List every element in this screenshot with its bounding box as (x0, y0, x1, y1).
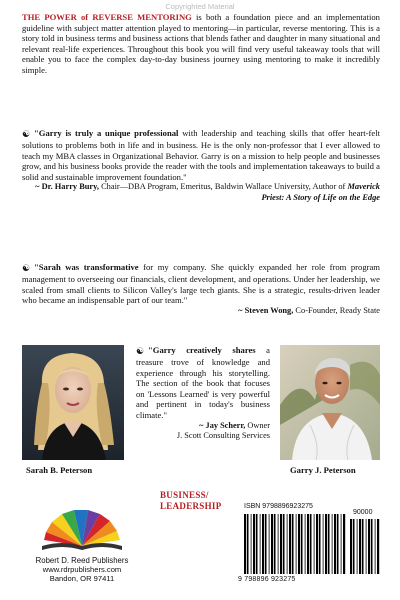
barcode-bar (323, 514, 324, 574)
barcode-bar (359, 519, 361, 574)
barcode-bar (343, 514, 345, 574)
barcode-digits: 9 798896 923275 (238, 576, 296, 583)
barcode-bar (253, 514, 255, 574)
testimonial-lead: "Garry is truly a unique professional (34, 128, 179, 138)
copyright-notice: Copyrighted Material (165, 2, 235, 11)
barcode-bar (244, 514, 246, 574)
barcode-bar (305, 514, 306, 574)
attrib-name: ~ Dr. Harry Bury, (35, 182, 99, 192)
barcode-bar (262, 514, 264, 574)
barcode-bar (328, 514, 330, 574)
barcode-bar (274, 514, 276, 574)
testimonial-lead: "Sarah was transformative (34, 262, 139, 272)
category-line: LEADERSHIP (160, 501, 222, 511)
barcode-bar (310, 514, 312, 574)
garry-photo (280, 345, 380, 460)
barcode-bar (269, 514, 270, 574)
barcode-bar (287, 514, 288, 574)
barcode-bar (260, 514, 261, 574)
barcode-bar (334, 514, 336, 574)
testimonial-attribution (136, 421, 270, 441)
barcode-bar (314, 514, 315, 574)
testimonial-attribution (22, 182, 380, 203)
barcode-area (238, 502, 383, 587)
publisher-block (22, 500, 142, 583)
attrib-role: Owner (245, 420, 270, 430)
category-label (160, 490, 222, 512)
barcode-bar (377, 519, 379, 574)
publisher-url[interactable]: www.rdrpublishers.com (42, 565, 122, 574)
testimonial-text: a treasure trove of knowledge and experience through his storytelling. The section of the book that focuses on 'Lessons Learned' is very powerful and pertinent in today's business climate." (136, 345, 270, 420)
barcode-bar (337, 514, 339, 574)
barcode-bar (307, 514, 309, 574)
barcode-bar (332, 514, 333, 574)
barcode-bar (278, 514, 279, 574)
barcode-bar (316, 514, 318, 574)
barcode-bar (265, 514, 267, 574)
barcode-bar (353, 519, 355, 574)
caption-garry: Garry J. Peterson (290, 465, 356, 475)
yin-yang-icon: ☯ (22, 264, 31, 274)
intro-text: is both a foundation piece and an implementation guideline with subject matter attention played to mentoring—in particular, reverse mentoring. This is a story told in business terms and business actions that blends father and daughter in many situational and relevant real-life experiences. Throughout this book you will find very useful takeaway tools that will enable you to face the complex day-to-day business journey using mentoring to make it incredibly simple. (22, 12, 380, 75)
attrib-role: Chair—DBA Program, Emeritus, Baldwin Wallace University, Author of (98, 182, 348, 192)
sarah-photo (22, 345, 124, 460)
category-line: BUSINESS/ (160, 490, 209, 500)
testimonial-attribution (22, 306, 380, 316)
barcode-bar (368, 519, 370, 574)
barcode-bar (247, 514, 249, 574)
testimonial-text: for my company. She quickly expanded her role from program management to overseeing our financials, client development, and operations. Under her leadership, we scaled from small clients to Silicon Valley's large tech giants. She is a strategic, results-driven leader who became an indispensable part of our team." (22, 262, 380, 306)
barcode-bar (357, 519, 358, 574)
barcode-bar (296, 514, 297, 574)
barcode-bar (341, 514, 342, 574)
yin-yang-icon: ☯ (136, 347, 145, 357)
isbn-barcode (244, 514, 346, 574)
testimonial-scherr (136, 345, 270, 441)
barcode-bar (298, 514, 300, 574)
price-barcode (350, 519, 380, 574)
barcode-bar (280, 514, 282, 574)
testimonial-text: with leadership and teaching skills that offer heart-felt solutions to problems both in life and in business. He is the only non-professor that I ever allowed to teach my MBA classes in Organizational Behavior. Garry is on a mission to help people and businesses grow, and his business books provide the reader with the tools and implementation takeaways to build a solid and sustainable improvement foundation." (22, 128, 380, 182)
price-code: 90000 (353, 509, 373, 516)
barcode-bar (319, 514, 321, 574)
testimonial-bury (22, 128, 380, 203)
barcode-bar (271, 514, 273, 574)
barcode-bar (362, 519, 364, 574)
barcode-bar (350, 519, 352, 574)
publisher-name: Robert D. Reed Publishers (35, 556, 129, 565)
attrib-name: ~ Steven Wong, (238, 305, 294, 315)
attrib-role: Co-Founder, Ready State (293, 305, 380, 315)
intro-paragraph (22, 12, 380, 76)
barcode-bar (366, 519, 367, 574)
barcode-bar (371, 519, 373, 574)
testimonial-wong (22, 262, 380, 316)
barcode-bar (375, 519, 376, 574)
testimonial-lead: "Garry creatively shares (148, 345, 256, 355)
caption-sarah: Sarah B. Peterson (26, 465, 93, 475)
barcode-bar (251, 514, 252, 574)
publisher-logo-icon (22, 500, 142, 552)
barcode-bar (289, 514, 291, 574)
barcode-bar (301, 514, 303, 574)
isbn-label: ISBN 9798896923275 (244, 503, 313, 510)
attrib-book: Maverick Priest: A Story of Life on the Edge (261, 182, 380, 202)
intro-highlight: THE POWER of REVERSE MENTORING (22, 12, 192, 22)
attrib-name: ~ Jay Scherr, (199, 420, 246, 430)
barcode-bar (292, 514, 294, 574)
yin-yang-icon: ☯ (22, 130, 31, 140)
publisher-location: Bandon, OR 97411 (49, 574, 115, 583)
attrib-company: J. Scott Consulting Services (176, 430, 270, 440)
barcode-bar (325, 514, 327, 574)
barcode-bar (283, 514, 285, 574)
barcode-bar (256, 514, 258, 574)
